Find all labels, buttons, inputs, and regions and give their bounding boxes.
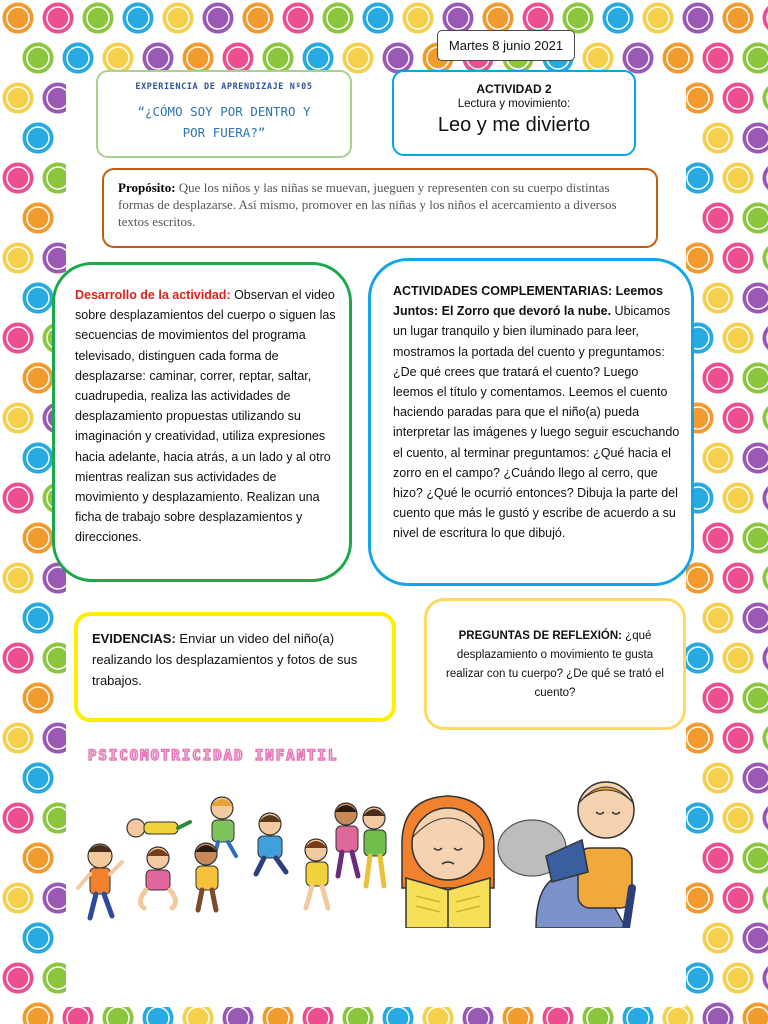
actividad-label: ACTIVIDAD 2 xyxy=(476,82,552,96)
border-dot xyxy=(681,881,715,915)
border-dot xyxy=(401,1,435,35)
border-dot xyxy=(241,1,275,35)
border-dot xyxy=(701,841,735,875)
proposito-text: Que los niños y las niñas se muevan, jueguen y representen con su cuerpo distintas formas de desplazarse. Así mismo, promover en las niñas y los niños el acercamiento a diversos textos escritos. xyxy=(118,180,617,229)
border-dot xyxy=(741,841,768,875)
complementarias-label: ACTIVIDADES COMPLEMENTARIAS: Leemos Juntos: El Zorro que devoró la nube. xyxy=(393,284,663,319)
child-figure xyxy=(256,813,286,874)
border-dot xyxy=(1,481,35,515)
border-dot xyxy=(681,161,715,195)
child-figure xyxy=(140,847,175,908)
proposito-label: Propósito: xyxy=(118,180,176,195)
border-dot xyxy=(721,481,755,515)
child-figure xyxy=(127,819,190,837)
border-dot xyxy=(81,1,115,35)
border-dot xyxy=(721,881,755,915)
border-dot xyxy=(21,121,55,155)
border-dot xyxy=(721,81,755,115)
border-dot xyxy=(721,241,755,275)
border-dot xyxy=(21,841,55,875)
border-dot xyxy=(1,81,35,115)
child-figure xyxy=(305,839,328,908)
border-dot xyxy=(721,641,755,675)
border-dot xyxy=(701,921,735,955)
experiencia-title-line2: POR FUERA?” xyxy=(182,125,266,140)
actividad-box xyxy=(392,70,636,156)
border-dot xyxy=(281,1,315,35)
desarrollo-box xyxy=(52,262,352,582)
border-dot xyxy=(721,401,755,435)
experiencia-kicker: EXPERIENCIA DE APRENDIZAJE Nº05 xyxy=(135,82,313,92)
border-dot xyxy=(1,801,35,835)
border-dot xyxy=(1,961,35,995)
experiencia-title-line1: “¿CÓMO SOY POR DENTRO Y xyxy=(137,104,311,119)
border-dot xyxy=(681,1,715,35)
border-dot xyxy=(21,521,55,555)
border-dot xyxy=(741,761,768,795)
desarrollo-text: Observan el video sobre desplazamientos del cuerpo o siguen las secuencias de movimientos del programa televisado, distinguen cada forma de desplazarse: caminar, correr, reptar, saltar, cuadrupedia, realiza las actividades de desplazamiento propuestas utilizando su imaginación y creatividad, utiliza expresiones hacia adelante, hacia atrás, a un lado y al otro mientras realizan sus actividades de movimiento y desplazamiento. Realizan una ficha de trabajo sobre desplazamientos y direcciones. xyxy=(75,288,336,545)
border-dot xyxy=(721,801,755,835)
reading-girl xyxy=(402,796,494,928)
border-dot xyxy=(21,681,55,715)
border-dot xyxy=(1,721,35,755)
complementarias-box xyxy=(368,258,694,586)
border-dot xyxy=(701,681,735,715)
desarrollo-label: Desarrollo de la actividad: xyxy=(75,288,231,302)
border-dot xyxy=(741,201,768,235)
evidencias-box xyxy=(74,612,396,722)
border-dot xyxy=(681,641,715,675)
border-dot xyxy=(741,921,768,955)
active-children-group xyxy=(78,797,386,918)
experiencia-box xyxy=(96,70,352,158)
border-dot xyxy=(21,601,55,635)
border-dot xyxy=(741,1001,768,1024)
border-dot xyxy=(21,281,55,315)
border-dot xyxy=(701,441,735,475)
border-dot xyxy=(681,961,715,995)
border-dot xyxy=(21,1001,55,1024)
border-dot xyxy=(21,361,55,395)
border-dot xyxy=(121,1,155,35)
border-dot xyxy=(681,241,715,275)
evidencias-text: Enviar un video del niño(a) realizando los desplazamientos y fotos de sus trabajos. xyxy=(92,631,358,688)
border-dot xyxy=(741,41,768,75)
border-dot xyxy=(741,681,768,715)
evidencias-label: EVIDENCIAS: xyxy=(92,631,176,646)
border-dot xyxy=(721,961,755,995)
border-dot xyxy=(341,41,375,75)
border-dot xyxy=(21,761,55,795)
proposito-box xyxy=(102,168,658,248)
border-dot xyxy=(741,441,768,475)
border-dot xyxy=(21,201,55,235)
reading-boy xyxy=(536,782,634,928)
complementarias-text: Ubicamos un lugar tranquilo y bien iluminado para leer, mostramos la portada del cuento y preguntamos: ¿De qué crees que tratará el cuento? Luego leemos el título y comentamos. Leemos el cuento haciendo paradas para que el niño(a) pueda interpretar las imágenes y luego seguir escuchando el cuento, al terminar preguntamos: ¿Qué hacia el zorro en el campo? ¿Cuándo llego al cerro, que hizo? ¿Qué le ocurrió entonces? Dibuja la parte del cuento que más le gustó y escribe de acuerdo a su nivel de escritura lo que dibujó. xyxy=(393,304,680,541)
border-dot xyxy=(741,281,768,315)
border-dot xyxy=(1,561,35,595)
border-dot xyxy=(721,721,755,755)
border-dot xyxy=(701,1001,735,1024)
child-figure xyxy=(195,843,218,910)
border-dot xyxy=(201,1,235,35)
border-dot xyxy=(61,41,95,75)
border-dot xyxy=(1,161,35,195)
children-illustration xyxy=(66,778,686,928)
date-text: Martes 8 junio 2021 xyxy=(448,38,564,53)
preguntas-text: ¿qué desplazamiento o movimiento te gusta realizar con tu cuerpo? ¿De qué se trató el cuento? xyxy=(446,630,664,699)
border-dot xyxy=(641,1,675,35)
border-dot xyxy=(21,921,55,955)
border-dot xyxy=(361,1,395,35)
border-dot xyxy=(681,81,715,115)
psicomotricidad-title: PSICOMOTRICIDAD INFANTIL xyxy=(88,748,339,764)
preguntas-box xyxy=(424,598,686,730)
border-dot xyxy=(701,281,735,315)
border-dot xyxy=(701,201,735,235)
border-dot xyxy=(601,1,635,35)
border-dot xyxy=(1,321,35,355)
border-dot xyxy=(721,321,755,355)
child-figure xyxy=(78,844,122,918)
actividad-sub: Lectura y movimiento: xyxy=(457,98,571,110)
preguntas-label: PREGUNTAS DE REFLEXIÓN: xyxy=(458,630,622,642)
border-dot xyxy=(721,161,755,195)
border-dot xyxy=(721,561,755,595)
border-dot xyxy=(41,1,75,35)
border-dot xyxy=(1,1,35,35)
child-figure xyxy=(363,807,386,886)
border-dot xyxy=(661,41,695,75)
actividad-name: Leo y me divierto xyxy=(437,114,591,136)
border-dot xyxy=(701,121,735,155)
border-dot xyxy=(701,521,735,555)
border-dot xyxy=(741,601,768,635)
border-dot xyxy=(741,121,768,155)
border-dot xyxy=(701,41,735,75)
child-figure xyxy=(335,803,358,876)
border-dot xyxy=(701,361,735,395)
border-dot xyxy=(721,1,755,35)
border-dot xyxy=(741,521,768,555)
border-dot xyxy=(321,1,355,35)
border-dot xyxy=(741,361,768,395)
border-dot xyxy=(701,601,735,635)
border-dot xyxy=(1,641,35,675)
border-dot xyxy=(21,41,55,75)
border-dot xyxy=(21,441,55,475)
border-dot xyxy=(701,761,735,795)
border-dot xyxy=(681,721,715,755)
border-dot xyxy=(1,881,35,915)
border-dot xyxy=(1,401,35,435)
border-dot xyxy=(681,801,715,835)
border-dot xyxy=(161,1,195,35)
experiencia-title xyxy=(98,101,350,143)
date-label xyxy=(437,30,575,61)
border-dot xyxy=(1,241,35,275)
